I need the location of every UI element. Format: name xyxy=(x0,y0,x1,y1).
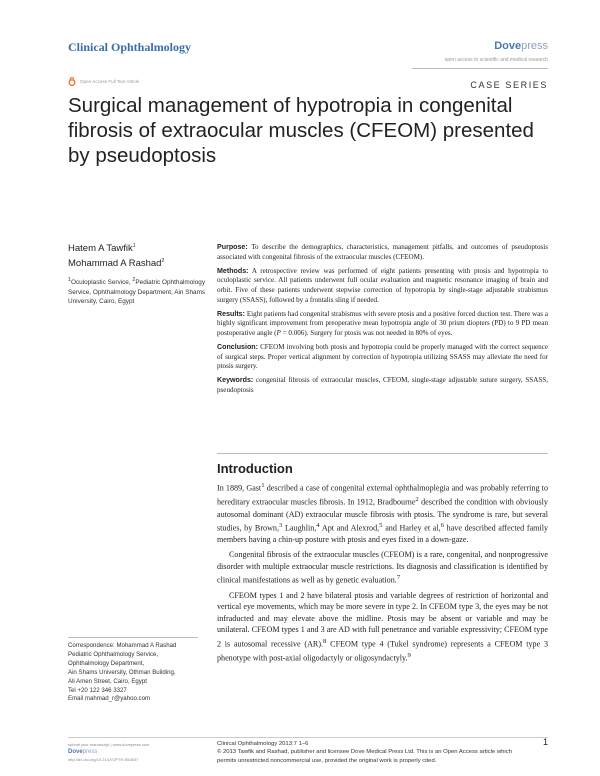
author-block xyxy=(68,240,208,306)
abstract-label: Keywords: xyxy=(217,376,254,384)
abstract-methods xyxy=(217,267,548,306)
footer-dovepress-logo[interactable] xyxy=(68,749,149,757)
abstract-label: Methods: xyxy=(217,266,249,275)
author-2 xyxy=(68,255,208,270)
citation-ref[interactable]: 8 xyxy=(323,637,327,645)
abstract-text: congenital fibrosis of extraocular muscles, CFEOM, single-stage adjustable suture surgery, SSASS, pseudoptosis xyxy=(217,376,549,394)
author-1 xyxy=(68,240,208,255)
p-value-symbol: P xyxy=(276,329,281,337)
affil-text: Pediatric Ophthalmology Service, Ophthalmology Department, Ain Shams University, Cairo, Egypt xyxy=(68,279,206,306)
footer-right xyxy=(217,740,527,765)
abstract-text: = 0.006). Surgery for ptosis was not needed in 80% of eyes. xyxy=(280,329,453,337)
abstract-conclusion xyxy=(217,343,548,372)
citation-ref[interactable]: 2 xyxy=(415,496,419,504)
header-divider xyxy=(412,68,548,69)
brand-bold: Dove xyxy=(494,40,522,52)
citation-ref[interactable]: 5 xyxy=(379,522,383,530)
para-text: Apt and Alexrod, xyxy=(319,523,380,533)
abstract-results xyxy=(217,310,548,339)
correspondence-divider xyxy=(68,637,198,638)
introduction-section xyxy=(217,461,548,667)
intro-paragraph-3 xyxy=(217,590,548,665)
submit-manuscript-link[interactable]: submit your manuscript | www.dovepress.com xyxy=(68,742,150,747)
affil-sup: 1 xyxy=(68,277,71,284)
para-text: described the condition with obviously autosomal dominant (AD) extraocular muscle fibrosis with ptosis. The syndrome is rare, but several studies, by Brown, xyxy=(217,497,548,533)
citation-ref[interactable]: 7 xyxy=(396,574,401,582)
para-text: Laughlin, xyxy=(282,523,317,533)
author-name: Hatem A Tawfik xyxy=(68,243,133,255)
citation-ref[interactable]: 3 xyxy=(279,522,283,530)
correspondence-line: Ophthalmology Department, xyxy=(68,659,145,667)
brand-light: press xyxy=(521,40,548,52)
copyright-notice: © 2013 Tawfik and Rashad, publisher and licensee Dove Medical Press Ltd. This is an Open Access article which permits unrestricted noncommercial use, provided the original work is properly cited. xyxy=(217,749,512,764)
para-text: described a case of congenital external ophthalmoplegia and was probably referring to hereditary extraocular muscles fibrosis. In 1912, Bradbourne xyxy=(217,483,548,507)
open-access-label: Open Access Full Text Article xyxy=(80,79,140,84)
correspondence-email[interactable]: Email mahmad_r@yahoo.com xyxy=(68,695,151,703)
affiliations xyxy=(68,276,208,306)
article-type: CASE SERIES xyxy=(470,80,548,90)
para-text: In 1889, Gast xyxy=(217,483,262,493)
journal-name[interactable]: Clinical Ophthalmology xyxy=(68,40,192,54)
para-text: Congenital fibrosis of the extraocular muscles (CFEOM) is a rare, congenital, and nonprogressive disorder with multiple extraocular muscle restrictions. Its diagnosis and classification is identified by clinical manifestations as well as by genetic evaluation. xyxy=(217,550,548,585)
abstract-label: Conclusion: xyxy=(217,342,258,351)
para-text: CFEOM types 1 and 2 have bilateral ptosis and variable degrees of restriction of horizontal and vertical eye movements, which may be more severe in type 2. In CFEOM type 3, the eyes may be not infraducted and may elevate above the midline. Ptosis may be absent or variable and may be unilateral. CFEOM types 1 and 3 are AD with full penetrance and variable expressivity; CFEOM type 2 is autosomal recessive (AR). xyxy=(217,590,548,649)
section-heading: Introduction xyxy=(217,461,293,476)
author-sup: 1 xyxy=(132,243,136,249)
citation-ref[interactable]: 4 xyxy=(316,522,320,530)
footer-left xyxy=(68,741,149,764)
correspondence-line: Pediatric Ophthalmology Service, xyxy=(68,650,159,658)
doi-link[interactable]: http://dx.doi.org/10.2147/OPTH.S53837 xyxy=(68,757,139,762)
affil-sup: 2 xyxy=(132,277,136,284)
abstract-text: A retrospective review was performed of eight patients presenting with ptosis and hypotropia to oculoplastic service. All patients underwent full ocular evaluation and magnetic resonance imaging of brain and orbit. Five of these patients underwent stepwise correction of hypotropia by single-stage adjustable strabismus surgery (SSASS), followed by a frontalis sling if needed. xyxy=(217,266,548,304)
dovepress-logo[interactable] xyxy=(494,40,548,52)
intro-paragraph-2 xyxy=(217,549,548,586)
para-text: have described affected family members having a chin-up posture with ptosis and eyes fixed in a down-gaze. xyxy=(217,523,548,545)
intro-paragraph-1 xyxy=(217,480,548,546)
citation-ref[interactable]: 6 xyxy=(440,522,444,530)
author-name: Mohammad A Rashad xyxy=(68,258,162,270)
citation-ref[interactable]: 1 xyxy=(261,482,265,489)
brand-light: press xyxy=(82,748,98,755)
abstract-keywords xyxy=(217,376,548,396)
correspondence-phone: Tel +20 122 346 3327 xyxy=(68,686,127,694)
correspondence-line: Correspondence: Mohammad A Rashad xyxy=(68,642,177,649)
open-access-badge xyxy=(68,77,139,86)
correspondence-line: Ain Shams University, Othman Building, xyxy=(68,668,176,676)
para-text: and Harley et al, xyxy=(382,523,441,533)
abstract-text: Eight patients had congenital strabismus with severe ptosis and a positive forced duction test. There was a highly significant improvement from preoperative mean hypotropia angle of 30 prism diopters (PD) to 9 PD mean postoperative angle ( xyxy=(217,309,548,337)
correspondence-block xyxy=(68,642,208,704)
author-sup: 2 xyxy=(161,258,165,265)
abstract-label: Results: xyxy=(217,309,245,318)
correspondence-line: Ali Amen Street, Cairo, Egypt xyxy=(68,677,147,685)
publisher-tagline: open access to scientific and medical research xyxy=(444,57,548,63)
footer-divider xyxy=(68,737,548,738)
citation-ref[interactable]: 9 xyxy=(407,652,411,660)
page-number: 1 xyxy=(542,737,548,747)
brand-bold: Dove xyxy=(68,748,83,755)
abstract xyxy=(217,243,548,400)
abstract-label: Purpose: xyxy=(217,243,248,251)
article-title: Surgical management of hypotropia in congenital fibrosis of extraocular muscles (CFEOM) presented by pseudoptosis xyxy=(68,94,534,167)
abstract-text: CFEOM involving both ptosis and hypotropia could be properly managed with the correct sequence of surgical steps. Proper vertical alignment by correction of hypotropia utilizing SSASS may alleviate the need for ptosis surgery. xyxy=(217,342,548,371)
abstract-purpose xyxy=(217,243,548,263)
para-text: CFEOM type 4 (Tukel syndrome) represents a CFEOM type 3 phenotype with post-axial oligodactyly or oligosyndactyly. xyxy=(217,639,548,663)
affil-text: Oculoplastic Service, xyxy=(70,279,133,287)
abstract-divider xyxy=(217,453,548,454)
citation-line: Clinical Ophthalmology 2013:7 1–6 xyxy=(217,741,309,747)
abstract-text: To describe the demographics, characteristics, management pitfalls, and outcomes of pseudoptosis associated with congenital fibrosis of the extraocular muscles (CFEOM). xyxy=(217,243,548,261)
open-access-icon xyxy=(68,77,76,86)
